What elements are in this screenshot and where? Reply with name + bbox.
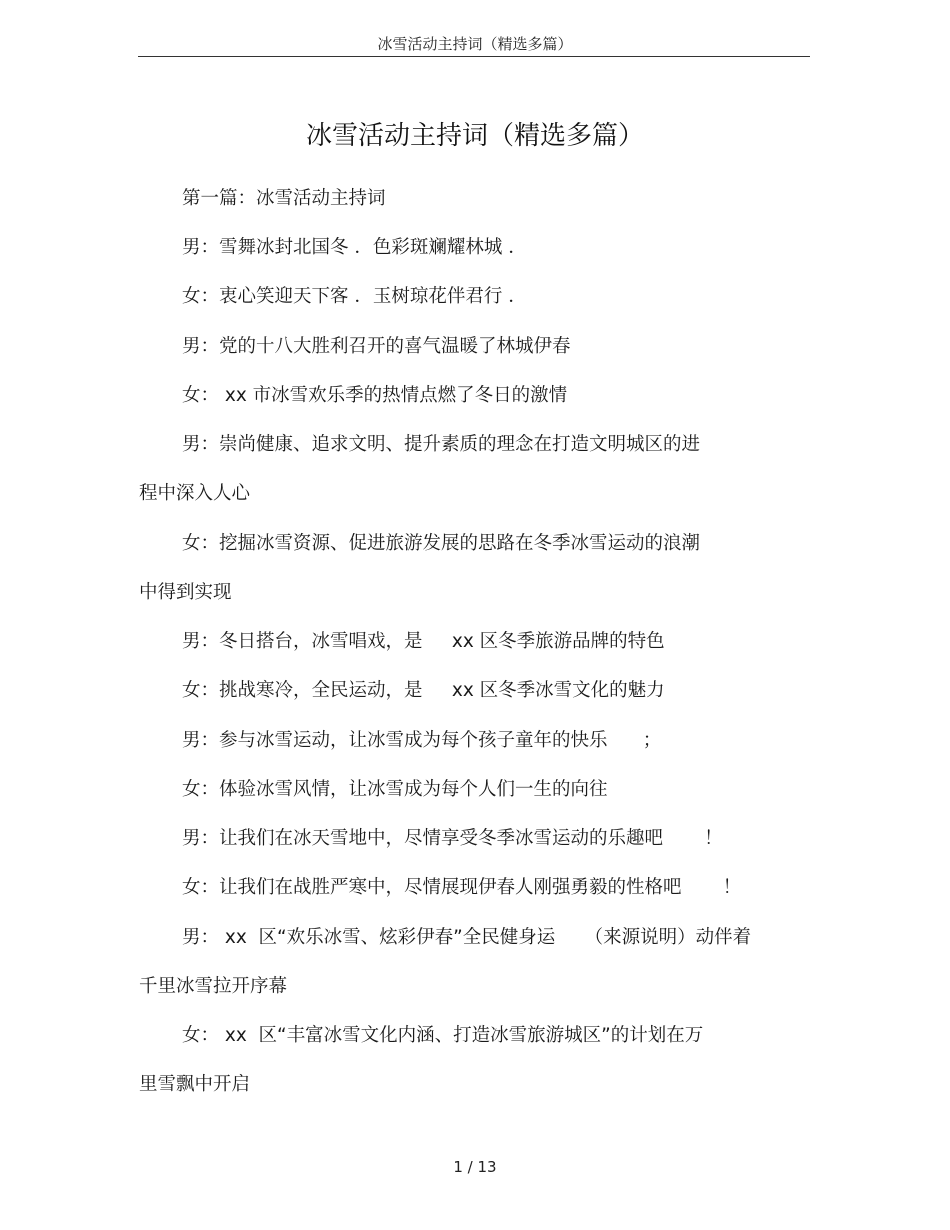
body-line: 男：党的十八大胜利召开的喜气温暖了林城伊春 — [182, 336, 571, 357]
body-line: 男：冬日搭台，冰雪唱戏，是 xx 区冬季旅游品牌的特色 — [182, 631, 665, 652]
body-line: 女： xx 区“丰富冰雪文化内涵、打造冰雪旅游城区”的计划在万 — [182, 1025, 704, 1046]
body-line: 女： xx 市冰雪欢乐季的热情点燃了冬日的激情 — [182, 385, 568, 406]
body-line: 程中深入人心 — [139, 483, 251, 504]
body-line: 女：让我们在战胜严寒中，尽情展现伊春人刚强勇毅的性格吧 ！ — [182, 877, 742, 898]
document-title: 冰雪活动主持词（精选多篇） — [305, 121, 644, 151]
running-header: 冰雪活动主持词（精选多篇） — [377, 35, 573, 53]
body-line: 女：挑战寒冷，全民运动，是 xx 区冬季冰雪文化的魅力 — [182, 680, 665, 701]
body-line: 男：崇尚健康、追求文明、提升素质的理念在打造文明城区的进 — [182, 434, 701, 455]
body-line: 里雪飘中开启 — [139, 1074, 251, 1095]
body-line: 男：雪舞冰封北国冬 ．色彩斑斓耀林城 ． — [182, 237, 527, 258]
body-line: 女：衷心笑迎天下客 ．玉树琼花伴君行 ． — [182, 286, 527, 307]
body-line: 第一篇：冰雪活动主持词 — [182, 188, 386, 209]
body-line: 中得到实现 — [139, 582, 232, 603]
header-divider — [138, 56, 810, 57]
body-line: 女：体验冰雪风情，让冰雪成为每个人们一生的向往 — [182, 779, 608, 800]
body-line: 千里冰雪拉开序幕 — [139, 976, 288, 997]
body-line: 女：挖掘冰雪资源、促进旅游发展的思路在冬季冰雪运动的浪潮 — [182, 533, 701, 554]
body-line: 男： xx 区“欢乐冰雪、炫彩伊春”全民健身运 （来源说明）动伴着 — [182, 927, 752, 948]
body-line: 男：让我们在冰天雪地中，尽情享受冬季冰雪运动的乐趣吧 ！ — [182, 828, 723, 849]
body-line: 男：参与冰雪运动，让冰雪成为每个孩子童年的快乐 ； — [182, 730, 662, 751]
page-number: 1 / 13 — [453, 1158, 497, 1176]
